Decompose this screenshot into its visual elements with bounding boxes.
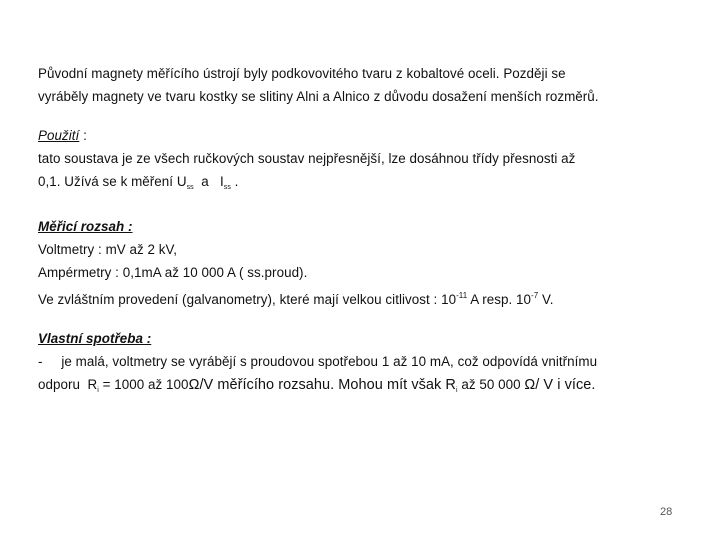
slide-content bbox=[38, 62, 688, 402]
usage-line-1: tato soustava je ze všech ručkových soustav nejpřesnější, lze dosáhnou třídy přesnosti až bbox=[38, 151, 576, 166]
usage-heading-line bbox=[38, 124, 688, 147]
usage-line-2 bbox=[38, 170, 688, 199]
range-galvanometers-text: Ve zvláštním provedení (galvanometry), které mají velkou citlivost : 10 bbox=[38, 292, 457, 307]
consumption-line-2 bbox=[38, 373, 688, 402]
superscript-exponent: -7 bbox=[531, 291, 539, 300]
usage-line-2-text: 0,1. Užívá se k měření U bbox=[38, 174, 187, 189]
consumption-line-2-mid1: = 1000 až 100 bbox=[98, 377, 189, 392]
consumption-line-1: - je malá, voltmetry se vyrábějí s proudovou spotřebou 1 až 10 mA, což odpovídá vnitřnímu bbox=[38, 354, 598, 369]
consumption-line-2-mid2: Ω/V měřícího rozsahu. Mohou mít však R bbox=[188, 377, 456, 393]
range-heading: Měřicí rozsah : bbox=[38, 219, 133, 234]
usage-line-2-mid: a I bbox=[193, 174, 224, 189]
subscript-ss: ss bbox=[223, 184, 231, 191]
usage-line-2-end: . bbox=[230, 174, 239, 189]
range-voltmeters: Voltmetry : mV až 2 kV, bbox=[38, 242, 178, 257]
page-number: 28 bbox=[660, 506, 673, 518]
consumption-line-2-end: Ω/ V i více. bbox=[524, 377, 596, 393]
range-galvanometers-end: V. bbox=[538, 292, 554, 307]
consumption-heading-line bbox=[38, 327, 688, 350]
subscript-ss: ss bbox=[186, 184, 194, 191]
range-galvanometers bbox=[38, 284, 688, 311]
range-heading-line bbox=[38, 215, 688, 238]
superscript-exponent: -11 bbox=[456, 291, 468, 300]
paragraph-intro-line-1: Původní magnety měřícího ústrojí byly podkovovitého tvaru z kobaltové oceli. Později se bbox=[38, 66, 566, 81]
usage-heading-suffix: : bbox=[79, 128, 87, 143]
range-galvanometers-mid: A resp. 10 bbox=[467, 292, 532, 307]
subscript-i: i bbox=[97, 387, 99, 394]
consumption-heading: Vlastní spotřeba : bbox=[38, 331, 152, 346]
paragraph-intro-line-2: vyráběly magnety ve tvaru kostky se slitiny Alni a Alnico z důvodu dosažení menších rozměrů. bbox=[38, 89, 599, 104]
subscript-i: i bbox=[455, 387, 458, 394]
consumption-line-2-mid3: až 50 000 bbox=[457, 377, 525, 392]
usage-heading: Použití bbox=[38, 128, 80, 143]
consumption-line-2-text: odporu R bbox=[38, 377, 98, 392]
range-ammeters: Ampérmetry : 0,1mA až 10 000 A ( ss.proud). bbox=[38, 265, 308, 280]
